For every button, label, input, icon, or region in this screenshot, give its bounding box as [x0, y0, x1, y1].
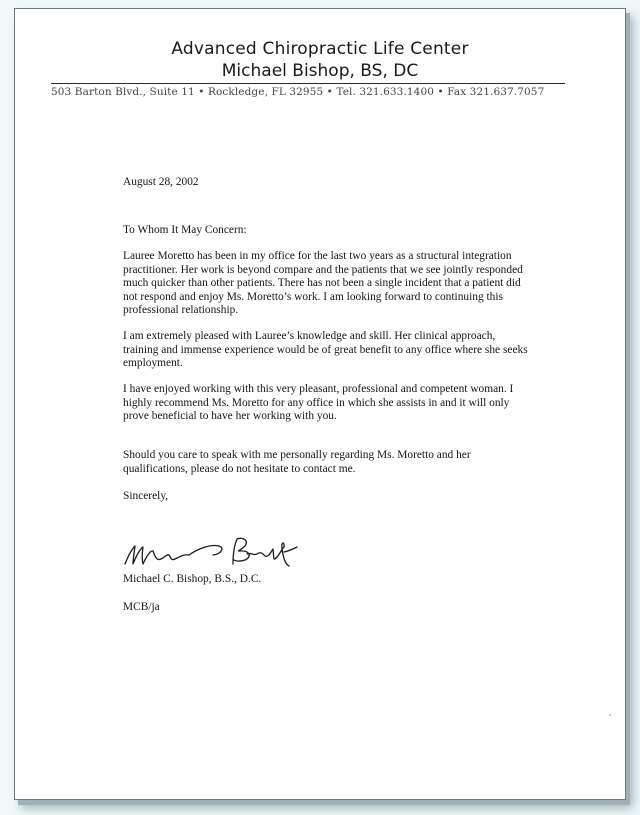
practice-name: Advanced Chiropractic Life Center [171, 39, 469, 59]
handwritten-signature [121, 524, 301, 570]
letter-date: August 28, 2002 [123, 176, 199, 188]
letterhead-address: 503 Barton Blvd., Suite 11 • Rockledge, FL 32955 • Tel. 321.633.1400 • Fax 321.637.7057 [51, 86, 545, 98]
letter-paragraph-2: I am extremely pleased with Lauree’s knowledge and skill. Her clinical approach, training and immense experience would be of great benefit to any office where she seeks employment. [123, 330, 528, 369]
letter-paragraph-4: Should you care to speak with me personally regarding Ms. Moretto and her qualifications, please do not hesitate to contact me. [123, 449, 471, 475]
signer-name: Michael C. Bishop, B.S., D.C. [123, 573, 262, 585]
reference-initials: MCB/ja [123, 601, 160, 613]
letter-paragraph-1: Lauree Moretto has been in my office for the last two years as a structural integration practitioner. Her work is beyond compare and the patients that we see jointly responded much quicker than other patients. There has not been a single incident that a patient did not respond and enjoy Ms. Moretto’s work. I am looking forward to continuing this professional relationship. [123, 250, 523, 316]
letter-salutation: To Whom It May Concern: [123, 224, 247, 236]
letter-paragraph-3: I have enjoyed working with this very pleasant, professional and competent woman. I highly recommend Ms. Moretto for any office in which she assists in and it will only prove beneficial to have her working with you. [123, 383, 514, 422]
letter-page [14, 8, 626, 800]
letter-closing: Sincerely, [123, 490, 169, 502]
letterhead-divider [51, 83, 565, 84]
doctor-name: Michael Bishop, BS, DC [221, 61, 419, 81]
paper-speck [609, 714, 611, 716]
